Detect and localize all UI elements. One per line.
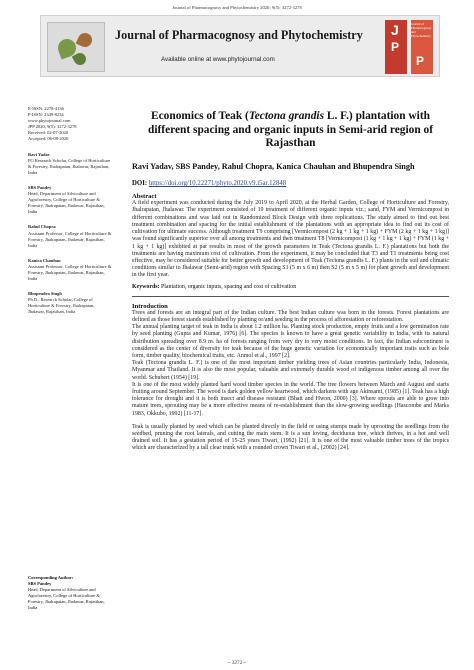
left-sidebar bbox=[28, 106, 112, 316]
corresponding-name: SBS Pandey bbox=[28, 581, 52, 587]
pissn: P-ISSN: 2349-8234 bbox=[28, 112, 64, 118]
journal-url-link[interactable]: www.phytojournal.com bbox=[212, 56, 275, 63]
badge-letter-1: J bbox=[391, 22, 399, 38]
volume-info: JPP 2020; 9(5): 3272-3278 bbox=[28, 124, 77, 130]
website-link[interactable]: www.phytojournal.com bbox=[28, 118, 71, 124]
sidebar-author-affil: Assistant Professor, College of Horticulture & Forestry, Jhalrapatan, Jhalawar, Rajasthan, India bbox=[28, 263, 112, 282]
author-list: Ravi Yadav, SBS Pandey, Rahul Chopra, Kanica Chauhan and Bhupendra Singh bbox=[132, 161, 415, 171]
abstract-heading: Abstract bbox=[132, 193, 157, 201]
publication-meta bbox=[28, 106, 112, 143]
sidebar-author-affil: Assistant Professor, College of Horticulture & Forestry, Jhalrapatan, Jhalawar, Rajasthan, India bbox=[28, 230, 112, 248]
introduction-heading: Introduction bbox=[132, 302, 168, 310]
journal-running-header: Journal of Pharmacognosy and Phytochemistry 2020; 9(5): 3272-3278 bbox=[172, 5, 302, 10]
intro-paragraph: It is one of the most widely planted hard wood timber species in the world. The tree flowers between March and August and starts fruiting around September. The wood is dark golden yellow heartwood, which darkens with age Akinsami, (1985) [1]. Teak has a high tolerance for drought and it is both insect and disease resistant (Bhatt and Hwon, 2000) [3]. Where sprouts are able to grow into mature trees, sprouting may be a more effective means of re-establishment than the slow-growing seedlings (Hascombe and Marks 1983, Okkubo, 1992) [11-17]. bbox=[132, 381, 449, 417]
sidebar-author-affil: Ph.D., Research Scholar, College of Horticulture & Forestry, Jhalrapatan, Jhalawar, Rajasthan, India bbox=[28, 297, 95, 315]
jpp-badge-logo bbox=[385, 20, 433, 74]
title-part-1: Economics of Teak ( bbox=[151, 110, 249, 122]
intro-paragraph: Teak (Tectona grandis L. F.) is one of the most important timber yielding trees of Asian countries particularly India, Indonesia, Myanmar and Thailand. It is also the most popular, valuable and extremely durable wood of indigenous timber among all over the world. Schubert (1954) [19]. bbox=[132, 360, 449, 381]
sidebar-author-name: SBS Pandey bbox=[28, 184, 52, 190]
accepted-date: Accepted: 06-08-2020 bbox=[28, 136, 69, 142]
eissn: E-ISSN: 2278-4136 bbox=[28, 106, 64, 111]
sidebar-author-name: Ravi Yadav bbox=[28, 151, 50, 157]
received-date: Received: 02-07-2020 bbox=[28, 130, 69, 136]
badge-letter-2: P bbox=[391, 40, 400, 54]
sidebar-author bbox=[28, 291, 112, 315]
keywords-line bbox=[132, 284, 449, 291]
intro-paragraph: Trees and forests are an integral part of the Indian culture. The best Indian culture was born in the forests. Forest plantations are defined as those forest stands established by planting or/and seeding in the process of afforestation or reforestation. bbox=[132, 309, 449, 323]
sidebar-author-affil: PG Research Scholar, College of Horticulture & Forestry, Jhalrapatan, Jhalawar, Rajasthan, India bbox=[28, 157, 111, 175]
intro-paragraph: Teak is usually planted by seed which can be planted directly in the field or using stumps made by uprooting the seedlings from the seedbed, pruning the root laterals, and cutting the main stem. It is a sun loving, deciduous tree, which thrives, in a hot and well drained soil. It has a gestation period of 15-25 years Tiwari, (1992) [21]. It is one of the most valuable timber trees of the tropics which are characterized by a tall clear trunk with a rounded crown Tiwari et al., (2002) [24]. bbox=[132, 423, 449, 452]
journal-banner bbox=[40, 15, 440, 77]
corresponding-author bbox=[28, 575, 112, 612]
section-divider bbox=[132, 296, 449, 297]
url-prefix: Available online at bbox=[161, 56, 212, 63]
journal-plant-logo bbox=[47, 22, 105, 72]
sidebar-author bbox=[28, 185, 112, 215]
sidebar-author bbox=[28, 258, 112, 282]
intro-paragraph: The annual planting target of teak in India is about 1.2 million ha. Planting stock production, empty fruits and a low germination rate by seed planting (Gupta and Kumar, 1976) [6]. The species is known to have a great genetic variability in India, with its natural distribution spreading over 8.9 m. ha of forests ranging from very dry to very moist conditions. In fact, the Indian subcontinent is considered as the center of diversity for teak because of the huge genetic variation for economically important traits such as bole form, timber quality, biochemical traits, etc. Anmol et al., 1997 [2]. bbox=[132, 324, 449, 359]
sidebar-author bbox=[28, 152, 112, 176]
sidebar-author bbox=[28, 224, 112, 248]
corresponding-heading: Corresponding Author: bbox=[28, 575, 74, 580]
journal-url-line bbox=[161, 56, 275, 63]
badge-text: Journal of Pharmacognosy and Phytochemistry bbox=[411, 22, 432, 38]
doi-label: DOI: bbox=[132, 180, 148, 188]
corresponding-affil: Head, Department of Silviculture and Agroforestry, College of Horticulture & Forestry, Jhalrapatan, Jhalawar, Rajasthan, India bbox=[28, 587, 105, 611]
sidebar-author-name: Bhupendra Singh bbox=[28, 291, 62, 297]
keywords-text: Plantation, organic inputs, spacing and cost of cultivation bbox=[160, 283, 297, 290]
title-species: Tectona grandis bbox=[248, 110, 325, 122]
doi-line bbox=[132, 180, 449, 187]
keywords-label: Keywords: bbox=[132, 283, 160, 290]
page-number: ~ 3272 ~ bbox=[227, 660, 247, 666]
article-title bbox=[132, 110, 449, 151]
abstract-text: A field experiment was conducted during the July 2019 to April 2020, at the Herbal Garden, College of Horticulture and Forestry, Jhalrapatan, Jhalawar. The experiment consisted of 10 treatment of different organic inputs viz.; sand, FYM and Vermicompost in different combinations and was laid out in Randomized Block Design with three replications. The study aimed to find out best treatment combination and spacing for the initial establishment of the plantations with an appropriate idea to find out its cost of cultivation for ultimate success. Although treatment T9 comprising [Vermicompost (2 kg + 1 kg + 1 kg) + FYM (2 kg + 1 kg + 1 kg)] was found significantly superior over all among treatments and then treatment T8 [Vermicompost (1 kg + 1 kg + 1 kg) + FYM (1 kg + 1 kg + 1 kg)] exhibited at par results in most of the growth parameters in Teak (Tectona grandis L. F.) plantations but both the treatments are having maximum cost of cultivation. From the experiment, it may be concluded that T3 and T1 treatments being cost effective, may be considered suitable for better growth and development of Teak (Tectona grandis L. F.) plants in the soil and climatic conditions similar to Jhalawar (Semi-arid) region with Spacing S1 (5 m x 6 m) then S2 (5 m x 5 m) for plant growth and development in the first year. bbox=[132, 200, 449, 279]
badge-letter-3: P bbox=[416, 54, 425, 68]
sidebar-author-name: Rahul Chopra bbox=[28, 224, 56, 230]
doi-link[interactable]: https://doi.org/10.22271/phyto.2020.v9.i5ar.12848 bbox=[148, 180, 287, 188]
title-part-2: L. F.) plantation with different spacing and organic inputs in Semi-arid region of Rajasthan bbox=[148, 110, 433, 150]
article-main bbox=[132, 110, 449, 453]
journal-title: Journal of Pharmacognosy and Phytochemistry bbox=[115, 28, 363, 42]
sidebar-author-name: Kanica Chauhan bbox=[28, 257, 61, 263]
sidebar-author-affil: Head, Department of Silviculture and Agroforestry, College of Horticulture & Forestry, Jhalrapatan, Jhalawar, Rajasthan, India bbox=[28, 191, 105, 215]
